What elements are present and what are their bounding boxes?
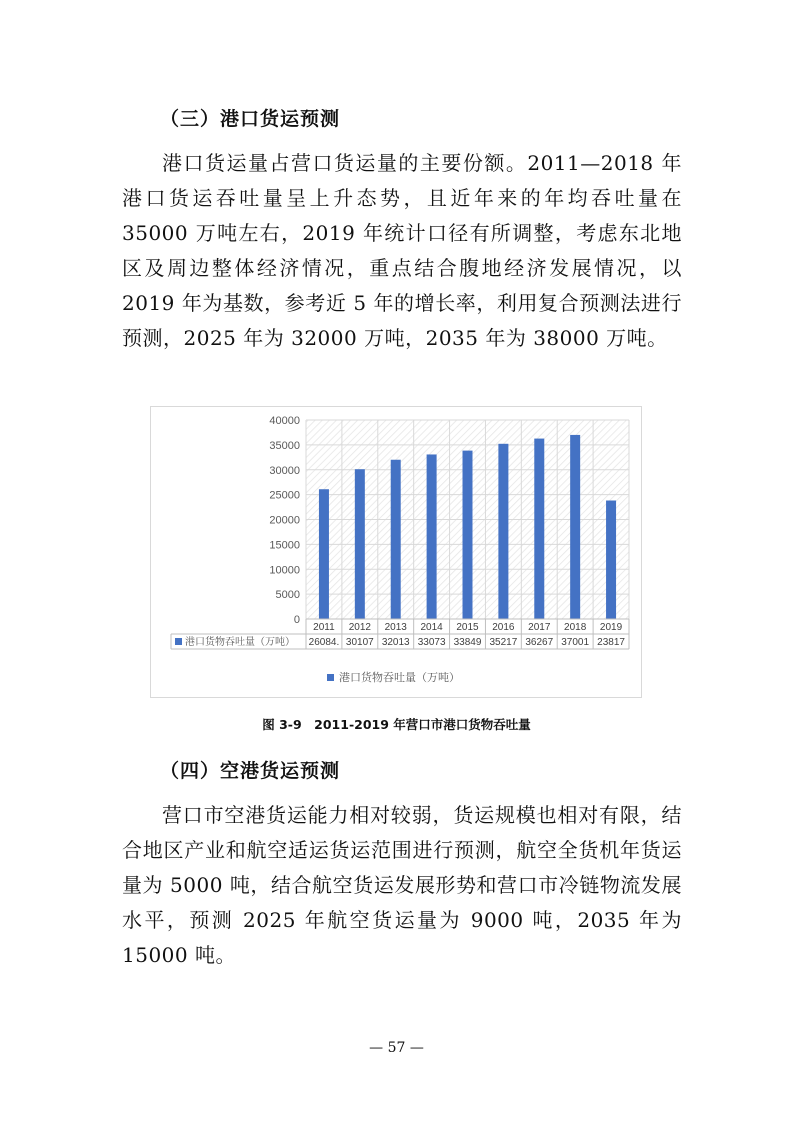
legend-key	[327, 674, 334, 681]
bar	[570, 435, 580, 619]
chart-canvas	[151, 407, 643, 699]
bar	[534, 439, 544, 619]
bar	[498, 444, 508, 619]
y-tick-label: 35000	[269, 439, 300, 452]
y-tick-label: 30000	[269, 464, 300, 477]
y-tick-label: 25000	[269, 489, 300, 502]
bar	[463, 451, 473, 619]
x-tick-label: 2017	[528, 622, 551, 633]
table-legend-key	[175, 638, 182, 645]
section-heading: （三）港口货运预测	[160, 108, 341, 130]
figure-caption: 图 3-9 2011-2019 年营口市港口货物吞吐量	[262, 717, 531, 732]
y-tick-label: 15000	[269, 539, 300, 552]
data-label: 36267	[525, 637, 554, 648]
data-label: 33073	[417, 637, 446, 648]
x-tick-label: 2011	[313, 622, 335, 633]
x-tick-label: 2019	[599, 622, 623, 633]
x-tick-label: 2014	[420, 622, 443, 633]
bar	[427, 454, 437, 619]
data-label: 30107	[345, 637, 374, 648]
data-label: 37001	[561, 637, 590, 648]
x-tick-label: 2016	[492, 622, 515, 633]
data-label: 35217	[489, 637, 518, 648]
body-paragraph: 营口市空港货运能力相对较弱，货运规模也相对有限，结合地区产业和航空适运货运范围进行预测，航空全货机年货运量为 5000 吨，结合航空货运发展形势和营口市冷链物流发展水平，预测 2025 年航空货运量为 9000 吨，2035 年为 15000 吨。	[122, 803, 682, 967]
bar-chart	[150, 406, 642, 698]
table-series-name: 港口货物吞吐量（万吨）	[185, 637, 295, 648]
y-tick-label: 40000	[269, 415, 300, 427]
y-tick-label: 5000	[275, 589, 300, 602]
section-heading: （四）空港货运预测	[160, 760, 341, 782]
body-paragraph: 港口货运量占营口货运量的主要份额。2011—2018 年港口货运吞吐量呈上升态势，且近年来的年均吞吐量在 35000 万吨左右，2019 年统计口径有所调整，考虑东北地区及周边整体经济情况，重点结合腹地经济发展情况，以 2019 年为基数，参考近 5 年的增长率，利用复合预测法进行预测，2025 年为 32000 万吨，2035 年为 38000 万吨。	[122, 151, 682, 350]
data-label: 26084.	[308, 637, 340, 648]
bar	[319, 489, 329, 619]
data-label: 33849	[453, 637, 482, 648]
x-tick-label: 2013	[384, 622, 407, 633]
y-tick-label: 20000	[269, 514, 300, 527]
legend-label: 港口货物吞吐量（万吨）	[339, 672, 460, 684]
bar	[391, 460, 401, 619]
page-number: — 57 —	[369, 1040, 424, 1056]
bar	[355, 469, 365, 619]
x-tick-label: 2015	[456, 622, 479, 633]
data-label: 32013	[381, 637, 410, 648]
x-tick-label: 2018	[564, 622, 587, 633]
y-tick-label: 10000	[269, 564, 300, 577]
y-tick-label: 0	[293, 614, 300, 626]
data-label: 23817	[597, 637, 625, 648]
bar	[606, 501, 616, 619]
x-tick-label: 2012	[348, 622, 371, 633]
